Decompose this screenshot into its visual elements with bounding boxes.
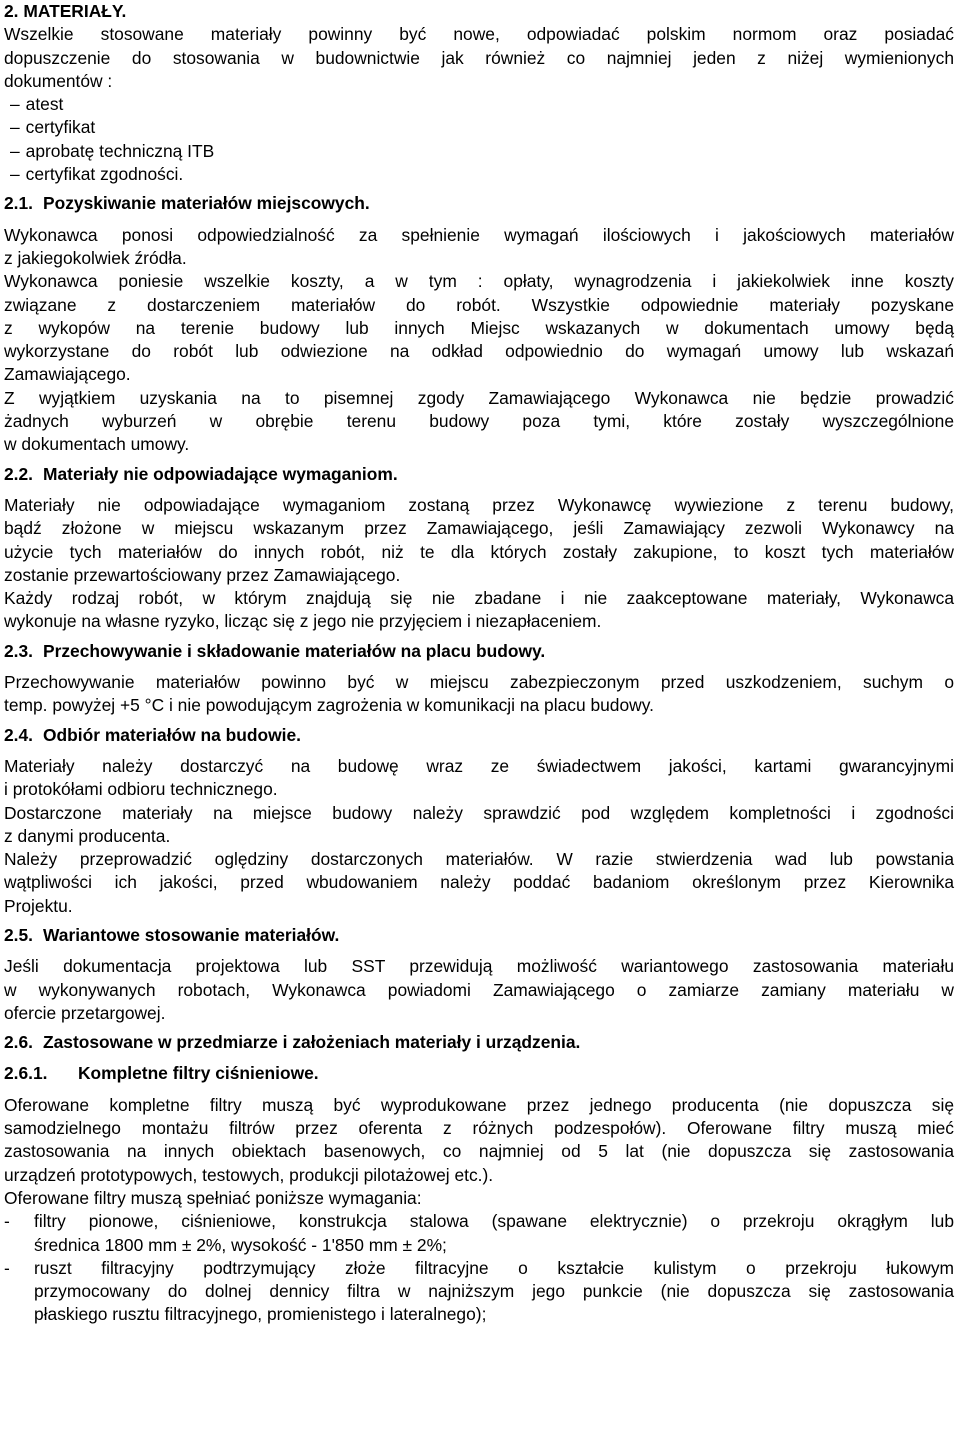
subsection-number: 2.6. bbox=[4, 1032, 34, 1053]
paragraph-line: wykonuje na własne ryzyko, licząc się z jego nie przyjęciem i niezapłaceniem. bbox=[4, 611, 602, 632]
paragraph-line: Materiały nie odpowiadające wymaganiom zostaną przez Wykonawcę wywiezione z terenu budowy, bbox=[4, 494, 954, 515]
subsection-title: Odbiór materiałów na budowie. bbox=[43, 724, 301, 745]
subsection-title: Materiały nie odpowiadające wymaganiom. bbox=[43, 463, 398, 484]
document-type-list bbox=[4, 93, 954, 186]
subsection-title: Zastosowane w przedmiarze i założeniach materiały i urządzenia. bbox=[43, 1032, 581, 1053]
subsection-heading-2-4 bbox=[4, 724, 954, 747]
paragraph-line: z wykopów na terenie budowy lub innych Miejsc wskazanych w dokumentach umowy będą bbox=[4, 317, 954, 338]
paragraph-line: Wykonawca ponosi odpowiedzialność za spełnienie wymagań ilościowych i jakościowych materiałów bbox=[4, 224, 954, 245]
paragraph-line: urządzeń prototypowych, testowych, produkcji pilotażowej etc.). bbox=[4, 1164, 494, 1185]
paragraph-line: Dostarczone materiały na miejsce budowy należy sprawdzić pod względem kompletności i zgodności bbox=[4, 802, 954, 823]
paragraph-line: Jeśli dokumentacja projektowa lub SST przewidują możliwość wariantowego zastosowania materiału bbox=[4, 956, 954, 977]
paragraph-line: wykorzystane do robót lub odwiezione na odkład odpowiednio do wymagań umowy lub wskazań bbox=[4, 341, 954, 362]
paragraph-line: Każdy rodzaj robót, w którym znajdują się nie zbadane i nie zaakceptowane materiały, Wykonawca bbox=[4, 588, 954, 609]
paragraph-line: w wykonywanych robotach, Wykonawca powiadomi Zamawiającego o zamiarze zamiany materiału w bbox=[4, 979, 954, 1000]
subsection-title: Wariantowe stosowanie materiałów. bbox=[43, 924, 340, 945]
requirement-line: przymocowany do dolnej dennicy filtra w najniższym jego punkcie (nie dopuszcza się zastosowania bbox=[34, 1281, 954, 1302]
paragraph-line: Oferowane filtry muszą spełniać poniższe wymagania: bbox=[4, 1187, 422, 1208]
paragraph-line: i protokółami odbioru technicznego. bbox=[4, 779, 278, 800]
requirement-text bbox=[34, 1210, 954, 1257]
subsection-number: 2.5. bbox=[4, 924, 34, 945]
requirement-item bbox=[4, 1210, 954, 1257]
subsection-number: 2.4. bbox=[4, 724, 34, 745]
paragraph-line: z jakiegokolwiek źródła. bbox=[4, 247, 187, 268]
intro-line-3: dokumentów : bbox=[4, 70, 113, 91]
paragraph-line: wątpliwości ich jakości, przed wbudowaniem należy poddać badaniom określonym przez Kierownika bbox=[4, 872, 954, 893]
paragraph-line: Z wyjątkiem uzyskania na to pisemnej zgody Zamawiającego Wykonawca nie będzie prowadzić bbox=[4, 387, 954, 408]
paragraph-line: zastosowania na innych obiektach basenowych, co najmniej od 5 lat (nie dopuszcza się zastosowania bbox=[4, 1141, 954, 1162]
subsection-number: 2.3. bbox=[4, 640, 34, 661]
paragraph-line: Materiały należy dostarczyć na budowę wraz ze świadectwem jakości, kartami gwarancyjnymi bbox=[4, 755, 954, 776]
intro-line-2: dopuszczenie do stosowania w budownictwie jak również co najmniej jeden z niżej wymienionych bbox=[4, 47, 954, 68]
paragraph-line: Projektu. bbox=[4, 895, 73, 916]
subsection-number: 2.2. bbox=[4, 463, 34, 484]
paragraph-line: żadnych wyburzeń w obrębie terenu budowy poza tymi, które zostały wyszczególnione bbox=[4, 411, 954, 432]
paragraph-line: w dokumentach umowy. bbox=[4, 434, 190, 455]
paragraph-line: Zamawiającego. bbox=[4, 364, 131, 385]
subsection-heading-2-2 bbox=[4, 463, 954, 486]
paragraph-line: Oferowane kompletne filtry muszą być wyprodukowane przez jednego producenta (nie dopuszcza się bbox=[4, 1094, 954, 1115]
paragraph-line: ofercie przetargowej. bbox=[4, 1002, 166, 1023]
list-item: – certyfikat bbox=[4, 116, 954, 139]
subsection-number: 2.1. bbox=[4, 193, 34, 214]
paragraph-line: samodzielnego montażu filtrów przez oferenta z różnych podzespołów). Oferowane filtry muszą mieć bbox=[4, 1118, 954, 1139]
subsection-title: Kompletne filtry ciśnieniowe. bbox=[78, 1063, 319, 1084]
requirement-item bbox=[4, 1257, 954, 1327]
requirements-list bbox=[4, 1210, 954, 1326]
list-item: – certyfikat zgodności. bbox=[4, 163, 954, 186]
subsection-heading-2-6 bbox=[4, 1031, 954, 1054]
requirement-line: średnica 1800 mm ± 2%, wysokość - 1'850 mm ± 2%; bbox=[34, 1234, 447, 1255]
paragraph-line: z danymi producenta. bbox=[4, 825, 171, 846]
paragraph-line: Przechowywanie materiałów powinno być w miejscu zabezpieczonym przed uszkodzeniem, suchym o bbox=[4, 672, 954, 693]
paragraph-line: Należy przeprowadzić oględziny dostarczonych materiałów. W razie stwierdzenia wad lub powstania bbox=[4, 849, 954, 870]
subsection-heading-2-1 bbox=[4, 192, 954, 215]
paragraph-line: bądź złożone w miejscu wskazanym przez Zamawiającego, jeśli Zamawiający zezwoli Wykonawcy na bbox=[4, 518, 954, 539]
requirement-line: płaskiego rusztu filtracyjnego, promienistego i lateralnego); bbox=[34, 1304, 487, 1325]
subsection-title: Przechowywanie i składowanie materiałów na placu budowy. bbox=[43, 640, 546, 661]
subsection-title: Pozyskiwanie materiałów miejscowych. bbox=[43, 193, 370, 214]
requirement-line: filtry pionowe, ciśnieniowe, konstrukcja stalowa (spawane elektrycznie) o przekroju okrągłym lub bbox=[34, 1211, 954, 1232]
subsection-heading-2-3 bbox=[4, 640, 954, 663]
subsection-heading-2-6-1 bbox=[4, 1062, 954, 1085]
list-bullet: - bbox=[4, 1257, 10, 1278]
list-bullet: - bbox=[4, 1211, 10, 1232]
intro-line-1: Wszelkie stosowane materiały powinny być nowe, odpowiadać polskim normom oraz posiadać bbox=[4, 24, 954, 45]
paragraph-line: użycie tych materiałów do innych robót, niż te dla których zostały zakupione, to koszt tych materiałów bbox=[4, 541, 954, 562]
list-item: – atest bbox=[4, 93, 954, 116]
section-heading-materialy: 2. MATERIAŁY. bbox=[4, 1, 127, 21]
requirement-text bbox=[34, 1257, 954, 1327]
subsection-heading-2-5 bbox=[4, 924, 954, 947]
paragraph-line: zostanie przewartościowany przez Zamawiającego. bbox=[4, 564, 401, 585]
list-item: – aprobatę techniczną ITB bbox=[4, 140, 954, 163]
requirement-line: ruszt filtracyjny podtrzymujący złoże filtracyjne o kształcie kulistym o przekroju łukowym bbox=[34, 1257, 954, 1278]
paragraph-line: związane z dostarczeniem materiałów do robót. Wszystkie odpowiednie materiały pozyskane bbox=[4, 294, 954, 315]
paragraph-line: Wykonawca poniesie wszelkie koszty, a w tym : opłaty, wynagrodzenia i jakiekolwiek inne koszty bbox=[4, 271, 954, 292]
paragraph-line: temp. powyżej +5 °C i nie powodującym zagrożenia w komunikacji na placu budowy. bbox=[4, 695, 654, 716]
subsection-number: 2.6.1. bbox=[4, 1063, 48, 1084]
